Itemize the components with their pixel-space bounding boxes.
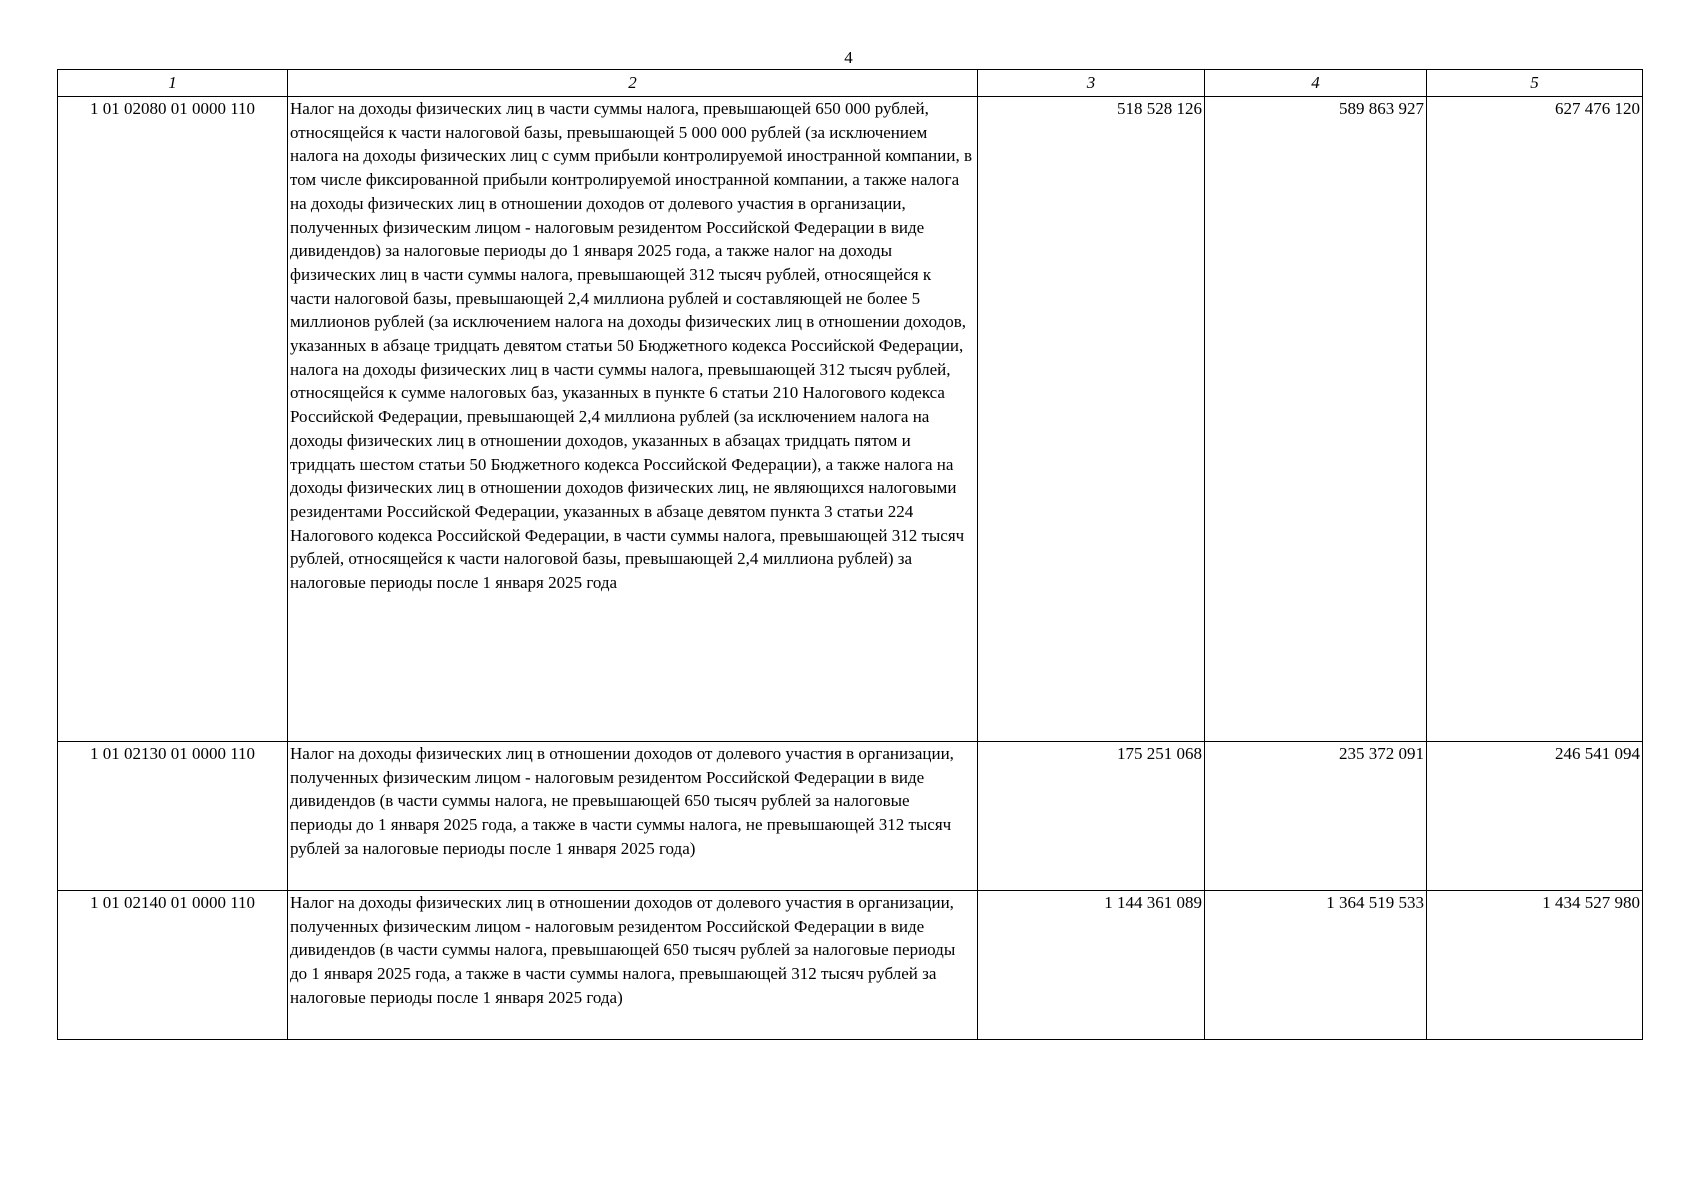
page-number: 4: [844, 48, 853, 67]
column-header-3: 3: [978, 70, 1205, 97]
amount-col-5: 246 541 094: [1427, 742, 1643, 891]
column-header-2: 2: [288, 70, 978, 97]
amount-col-5: 627 476 120: [1427, 97, 1643, 742]
amount-col-3: 1 144 361 089: [978, 891, 1205, 1040]
column-header-5: 5: [1427, 70, 1643, 97]
table-row: [58, 891, 1643, 1040]
amount-col-4: 235 372 091: [1205, 742, 1427, 891]
column-header-4: 4: [1205, 70, 1427, 97]
column-number-row: [58, 70, 1643, 97]
amount-col-4: 1 364 519 533: [1205, 891, 1427, 1040]
table-row: [58, 97, 1643, 742]
amount-col-3: 518 528 126: [978, 97, 1205, 742]
classification-code: 1 01 02080 01 0000 110: [58, 97, 288, 742]
amount-col-4: 589 863 927: [1205, 97, 1427, 742]
amount-col-3: 175 251 068: [978, 742, 1205, 891]
table-row: [58, 742, 1643, 891]
revenue-description: Налог на доходы физических лиц в отношении доходов от долевого участия в организации, полученных физическим лицом - налоговым резидентом Российской Федерации в виде дивидендов (в части суммы налога, не превышающей 650 тысяч рублей за налоговые периоды до 1 января 2025 года, а также в части суммы налога, не превышающей 312 тысяч рублей за налоговые периоды после 1 января 2025 года): [288, 742, 978, 891]
amount-col-5: 1 434 527 980: [1427, 891, 1643, 1040]
revenue-description: Налог на доходы физических лиц в части суммы налога, превышающей 650 000 рублей, относящейся к части налоговой базы, превышающей 5 000 000 рублей (за исключением налога на доходы физических лиц с сумм прибыли контролируемой иностранной компании, в том числе фиксированной прибыли контролируемой иностранной компании, а также налога на доходы физических лиц в отношении доходов от долевого участия в организации, полученных физическим лицом - налоговым резидентом Российской Федерации в виде дивидендов) за налоговые периоды до 1 января 2025 года, а также налог на доходы физических лиц в части суммы налога, превышающей 312 тысяч рублей, относящейся к части налоговой базы, превышающей 2,4 миллиона рублей и составляющей не более 5 миллионов рублей (за исключением налога на доходы физических лиц в отношении доходов, указанных в абзаце тридцать девятом статьи 50 Бюджетного кодекса Российской Федерации, налога на доходы физических лиц в части суммы налога, превышающей 312 тысяч рублей, относящейся к сумме налоговых баз, указанных в пункте 6 статьи 210 Налогового кодекса Российской Федерации, превышающей 2,4 миллиона рублей (за исключением налога на доходы физических лиц в отношении доходов, указанных в абзацах тридцать пятом и тридцать шестом статьи 50 Бюджетного кодекса Российской Федерации), а также налога на доходы физических лиц в отношении доходов физических лиц, не являющихся налоговыми резидентами Российской Федерации, указанных в абзаце девятом пункта 3 статьи 224 Налогового кодекса Российской Федерации, в части суммы налога, превышающей 312 тысяч рублей, относящейся к части налоговой базы, превышающей 2,4 миллиона рублей) за налоговые периоды после 1 января 2025 года: [288, 97, 978, 742]
classification-code: 1 01 02140 01 0000 110: [58, 891, 288, 1040]
budget-revenue-table: [57, 69, 1643, 1040]
classification-code: 1 01 02130 01 0000 110: [58, 742, 288, 891]
column-header-1: 1: [58, 70, 288, 97]
revenue-description: Налог на доходы физических лиц в отношении доходов от долевого участия в организации, полученных физическим лицом - налоговым резидентом Российской Федерации в виде дивидендов (в части суммы налога, превышающей 650 тысяч рублей за налоговые периоды до 1 января 2025 года, а также в части суммы налога, превышающей 312 тысяч рублей за налоговые периоды после 1 января 2025 года): [288, 891, 978, 1040]
